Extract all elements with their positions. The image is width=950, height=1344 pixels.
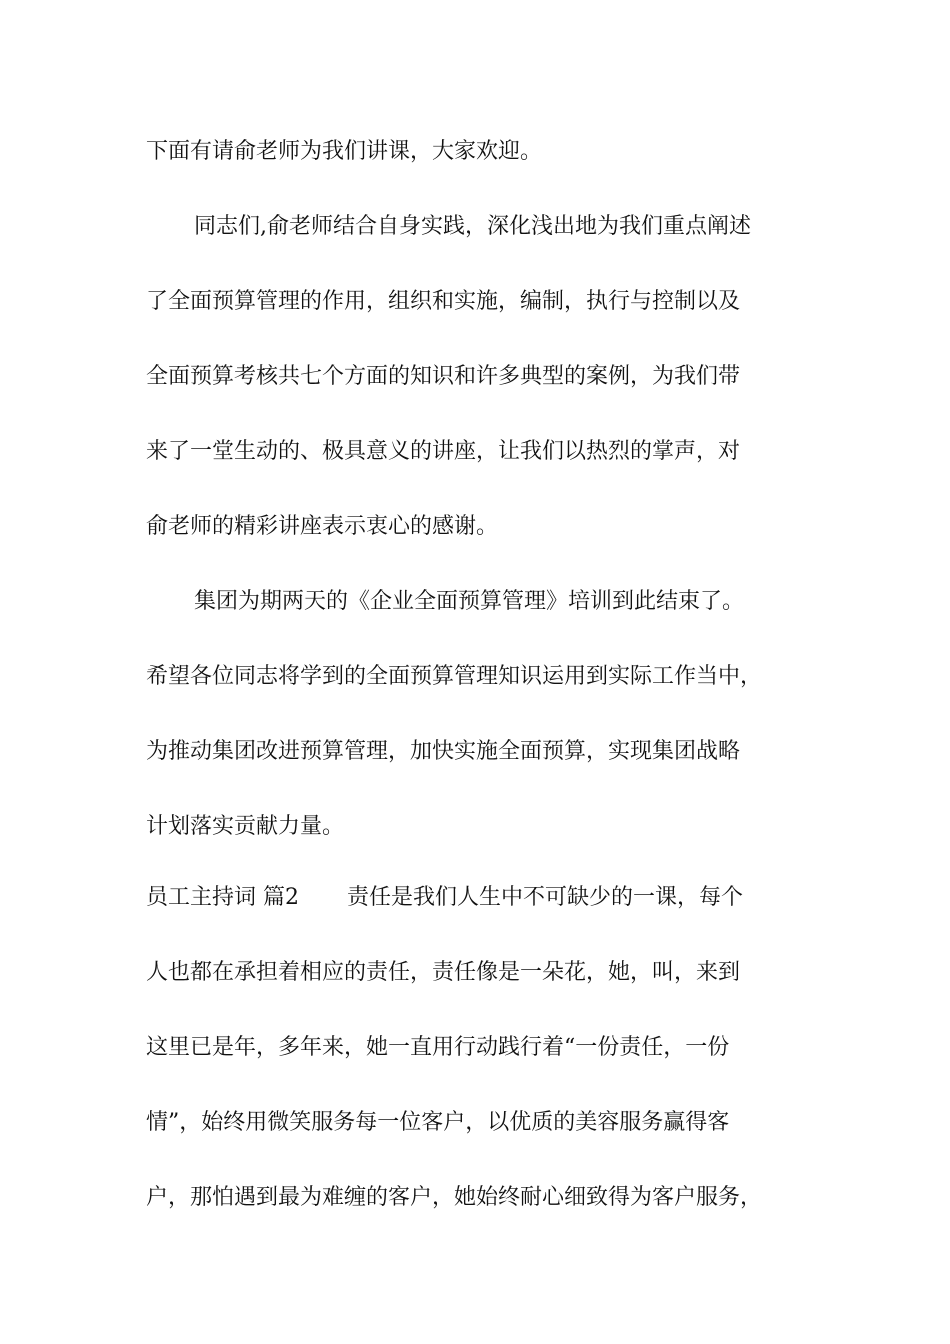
paragraph-line: 下面有请俞老师为我们讲课，大家欢迎。 [146, 139, 543, 164]
section-line [146, 883, 743, 913]
paragraph-line: 户，那怕遇到最为难缠的客户，她始终耐心细致得为客户服务， [146, 1185, 763, 1210]
paragraph-line: 为推动集团改进预算管理，加快实施全面预算，实现集团战略 [146, 739, 741, 764]
paragraph-line: 了全面预算管理的作用，组织和实施，编制，执行与控制以及 [146, 289, 741, 314]
paragraph-line: 同志们,俞老师结合自身实践，深化浅出地为我们重点阐述 [194, 214, 751, 239]
paragraph-line: 计划落实贡献力量。 [146, 814, 345, 839]
paragraph-line: 来了一堂生动的、极具意义的讲座，让我们以热烈的掌声，对 [146, 439, 741, 464]
paragraph-line: 全面预算考核共七个方面的知识和许多典型的案例，为我们带 [146, 364, 741, 389]
section-heading: 员工主持词 篇2 [146, 885, 299, 910]
paragraph-line: 希望各位同志将学到的全面预算管理知识运用到实际工作当中， [146, 664, 763, 689]
paragraph-line: 这里已是年，多年来，她一直用行动践行着“一份责任，一份 [146, 1035, 730, 1060]
paragraph-line: 俞老师的精彩讲座表示衷心的感谢。 [146, 514, 499, 539]
paragraph-line: 情”，始终用微笑服务每一位客户，以优质的美容服务赢得客 [146, 1110, 730, 1135]
paragraph-line: 集团为期两天的《企业全面预算管理》培训到此结束了。 [194, 589, 745, 614]
paragraph-line: 人也都在承担着相应的责任，责任像是一朵花，她，叫，来到 [146, 960, 741, 985]
section-first-text: 责任是我们人生中不可缺少的一课，每个 [347, 885, 744, 910]
